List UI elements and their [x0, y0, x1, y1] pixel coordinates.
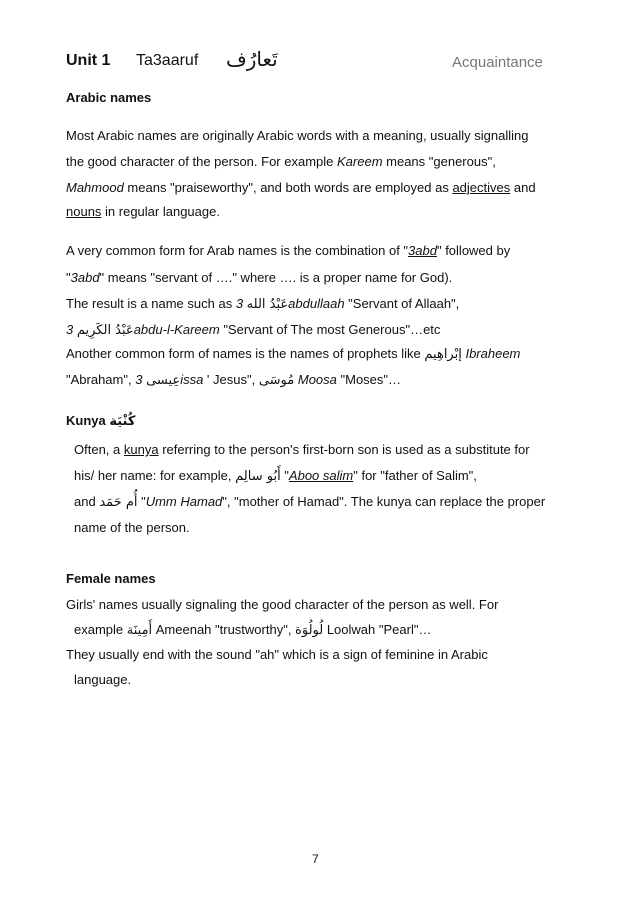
- underlined-term: adjectives: [452, 180, 511, 195]
- arabic-text: أَمِينَة: [126, 623, 153, 638]
- text: Girls' names usually signaling the good character of the person as well. For: [66, 597, 499, 612]
- example-name: Aboo salim: [288, 468, 354, 483]
- text: name of the person.: [74, 520, 190, 535]
- text: "Servant of The most Generous"…etc: [219, 322, 441, 337]
- section-heading-arabic-names: Arabic names: [66, 90, 152, 105]
- text: "Servant of Allaah",: [344, 296, 460, 311]
- text: Most Arabic names are originally Arabic words with a meaning, usually signalling: [66, 128, 529, 143]
- text: referring to the person's first-born son is used as a substitute for: [158, 442, 530, 457]
- example-name: 3abdullaah: [235, 296, 345, 311]
- arabic-text: أُم حَمَد: [99, 495, 138, 510]
- unit-label: Unit 1: [66, 52, 111, 69]
- heading-text: Kunya: [66, 413, 106, 428]
- text: " for "father of Salim",: [353, 468, 477, 483]
- text: language.: [74, 672, 132, 687]
- unit-title-arabic: تَعارُف: [226, 47, 278, 71]
- example-name: Moosa: [294, 372, 337, 387]
- text: Ameenah "trustworthy",: [152, 622, 296, 637]
- arabic-text: عَبْدُ الكَرِيم: [76, 323, 134, 338]
- paragraph-line: [74, 622, 431, 639]
- section-heading-female-names: Female names: [66, 571, 156, 586]
- text: " means "servant of …." where …. is a proper name for God).: [99, 270, 453, 285]
- section-heading-kunya: [66, 413, 135, 430]
- paragraph-line: [66, 322, 440, 339]
- example-name: Umm Hamad: [145, 494, 223, 509]
- text: "Abraham",: [66, 372, 136, 387]
- unit-title: Ta3aaruf: [136, 52, 199, 69]
- text: They usually end with the sound "ah" which is a sign of feminine in Arabic: [66, 647, 488, 662]
- arabic-text: إبْراهِيم: [424, 347, 462, 362]
- text: The result is a name such as: [66, 296, 236, 311]
- example-name: Kareem: [337, 154, 383, 169]
- text: and: [74, 494, 100, 509]
- text: means "generous",: [382, 154, 496, 169]
- paragraph-line: [66, 296, 459, 313]
- paragraph-line: [66, 346, 520, 363]
- paragraph-line: [66, 647, 488, 663]
- arabic-text: كُنْيَة: [109, 414, 136, 429]
- paragraph-line: [66, 180, 536, 196]
- text: and: [510, 180, 536, 195]
- text: ": [137, 494, 146, 509]
- paragraph-line: [66, 204, 220, 220]
- paragraph-line: [66, 597, 498, 613]
- arabic-text: مُوسَى: [258, 373, 295, 388]
- text: Loolwah "Pearl"…: [323, 622, 432, 637]
- text: means "praiseworthy", and both words are employed as: [123, 180, 453, 195]
- paragraph-line: [74, 520, 190, 536]
- paragraph-line: [74, 672, 131, 688]
- arabic-text: لُولُوَة: [295, 623, 324, 638]
- text: Often, a: [74, 442, 124, 457]
- example-name: 3issa: [135, 372, 204, 387]
- text: ": [280, 468, 289, 483]
- text: the good character of the person. For example: [66, 154, 337, 169]
- paragraph-line: [66, 243, 510, 259]
- arabic-text: عِيسى: [146, 373, 181, 388]
- example-name: 3abd: [408, 243, 437, 258]
- page-number: 7: [312, 852, 319, 866]
- paragraph-line: [74, 442, 530, 458]
- example-name: Mahmood: [66, 180, 124, 195]
- text: " followed by: [436, 243, 511, 258]
- example-name: 3abdu-l-Kareem: [66, 322, 220, 337]
- paragraph-line: [66, 128, 528, 144]
- text: example: [74, 622, 127, 637]
- text: ' Jesus",: [203, 372, 259, 387]
- text: ", "mother of Hamad". The kunya can replace the proper: [222, 494, 546, 509]
- arabic-text: عَبْدُ الله: [246, 297, 289, 312]
- paragraph-line: [66, 154, 496, 170]
- paragraph-line: [66, 372, 401, 389]
- unit-subtitle: Acquaintance: [452, 54, 543, 71]
- text: A very common form for Arab names is the combination of ": [66, 243, 409, 258]
- underlined-term: kunya: [123, 442, 159, 457]
- arabic-text: أَبُو سالِم: [235, 469, 281, 484]
- text: Another common form of names is the names of prophets like: [66, 346, 425, 361]
- example-name: 3abd: [70, 270, 100, 285]
- paragraph-line: [74, 468, 477, 485]
- paragraph-line: [66, 270, 452, 286]
- example-name: Ibraheem: [461, 346, 521, 361]
- underlined-term: nouns: [66, 204, 102, 219]
- text: his/ her name: for example,: [74, 468, 236, 483]
- paragraph-line: [74, 494, 545, 511]
- text: in regular language.: [101, 204, 220, 219]
- text: ": [66, 270, 71, 285]
- text: "Moses"…: [336, 372, 402, 387]
